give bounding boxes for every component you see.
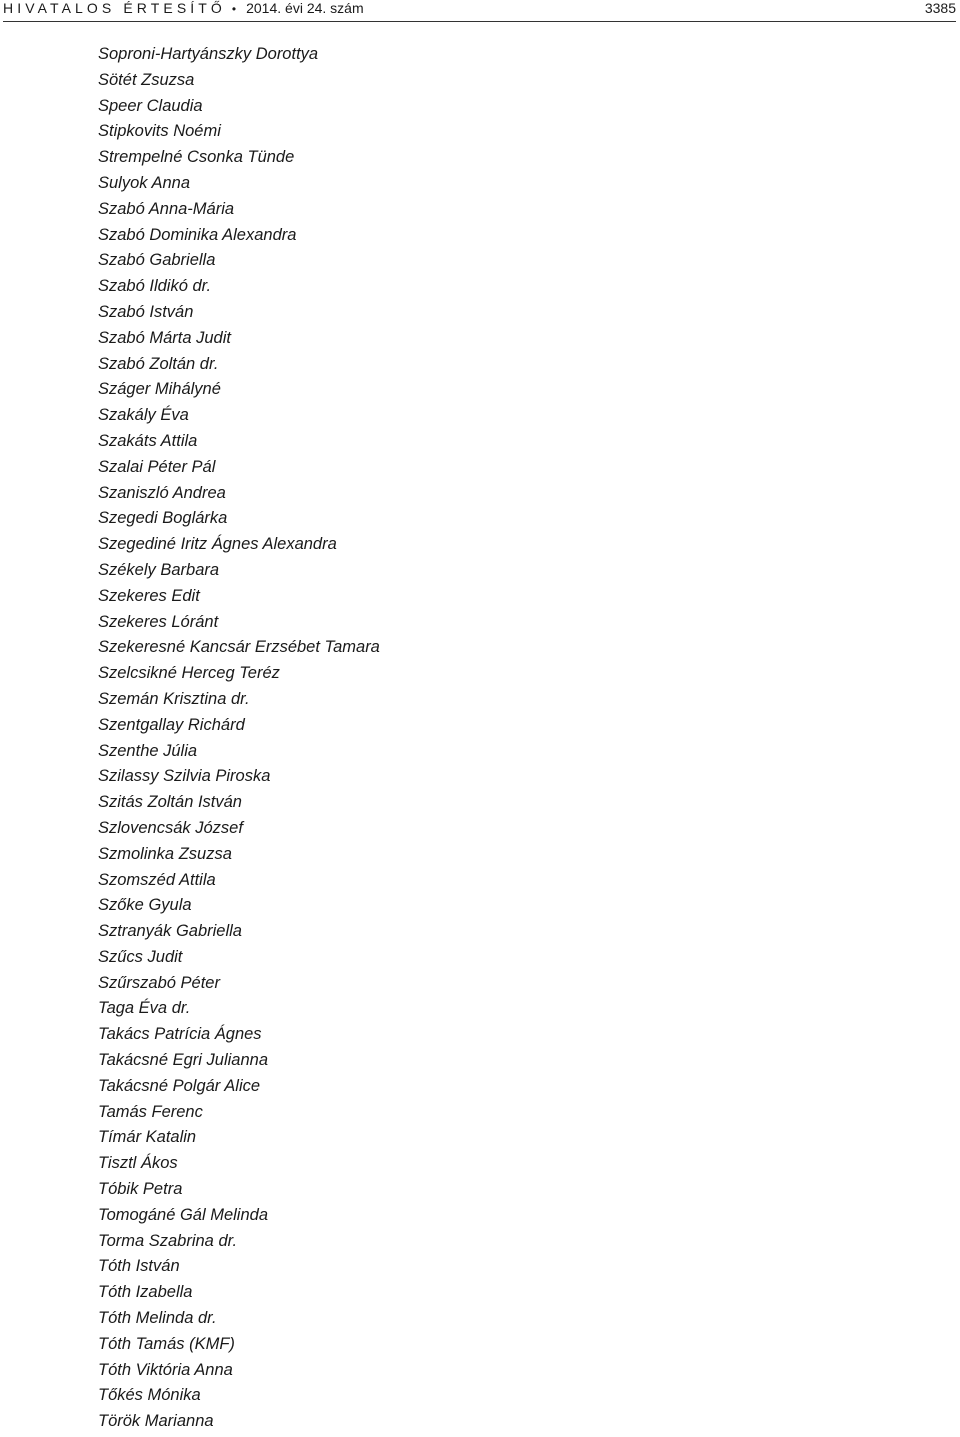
name-list [98,44,380,1437]
name-list-item: Szalai Péter Pál [98,457,216,476]
name-list-item: Szlovencsák József [98,818,243,837]
name-list-item: Szomszéd Attila [98,870,216,889]
name-list-item: Szekeresné Kancsár Erzsébet Tamara [98,638,380,657]
name-list-item: Szelcsikné Herceg Teréz [98,664,280,683]
name-list-item: Szakáts Attila [98,431,198,450]
name-list-item: Török Marianna [98,1412,214,1431]
name-list-item: Szabó Ildikó dr. [98,277,212,296]
name-list-item: Tomogáné Gál Melinda [98,1205,268,1224]
name-list-item: Takácsné Egri Julianna [98,1051,268,1070]
name-list-item: Soproni-Hartyánszky Dorottya [98,45,319,63]
name-list-item: Szőke Gyula [98,896,192,915]
name-list-item: Szabó Anna-Mária [98,199,235,218]
name-list-item: Takácsné Polgár Alice [98,1076,261,1095]
name-list-item: Szenthe Júlia [98,741,198,760]
name-list-item: Tóth Viktória Anna [98,1360,233,1379]
name-list-item: Taga Éva dr. [98,999,191,1018]
name-list-item: Székely Barbara [98,560,220,579]
name-list-item: Szegediné Iritz Ágnes Alexandra [98,535,337,554]
name-list-item: Tóbik Petra [98,1180,183,1199]
name-list-item: Tamás Ferenc [98,1102,203,1121]
name-list-item: Sulyok Anna [98,173,191,192]
name-list-item: Szabó Márta Judit [98,328,231,347]
name-list-item: Szűcs Judit [98,947,183,966]
name-list-item: Strempelné Csonka Tünde [98,148,295,167]
bullet-separator: • [231,2,237,16]
name-list-item: Szemán Krisztina dr. [98,689,250,708]
name-list-item: Stipkovits Noémi [98,122,221,141]
name-list-item: Szabó Zoltán dr. [98,354,219,373]
name-list-item: Tímár Katalin [98,1128,197,1147]
name-list-item: Tisztl Ákos [98,1154,178,1173]
name-list-item: Tőkés Mónika [98,1386,201,1405]
name-list-item: Torma Szabrina dr. [98,1231,238,1250]
name-list-item: Szekeres Lóránt [98,612,219,631]
name-list-item: Szentgallay Richárd [98,715,245,734]
name-list-item: Tóth István [98,1257,180,1276]
name-list-item: Szűrszabó Péter [98,973,220,992]
name-list-item: Takács Patrícia Ágnes [98,1025,262,1044]
page-number: 3385 [924,0,956,16]
name-list-item: Szabó Dominika Alexandra [98,225,297,244]
name-list-item: Tóth Melinda dr. [98,1309,217,1328]
name-list-item: Szilassy Szilvia Piroska [98,767,271,786]
page-header [3,0,956,22]
name-list-item: Szekeres Edit [98,586,200,605]
name-list-item: Szabó István [98,302,194,321]
name-list-item: Speer Claudia [98,96,203,115]
name-list-item: Tóth Tamás (KMF) [98,1334,235,1353]
journal-info [3,0,364,18]
name-list-item: Tóth Izabella [98,1283,193,1302]
issue-label: 2014. évi 24. szám [246,0,364,16]
name-list-item: Sötét Zsuzsa [98,70,195,89]
name-list-item: Szmolinka Zsuzsa [98,844,232,863]
name-list-item: Száger Mihályné [98,380,221,399]
name-list-item: Sztranyák Gabriella [98,922,242,941]
name-list-item: Szitás Zoltán István [98,793,242,812]
name-list-item: Szaniszló Andrea [98,483,226,502]
journal-title: HIVATALOS ÉRTESÍTŐ [3,0,226,16]
name-list-item: Szakály Éva [98,406,189,425]
name-list-item: Szegedi Boglárka [98,509,228,528]
name-list-item: Szabó Gabriella [98,251,216,270]
